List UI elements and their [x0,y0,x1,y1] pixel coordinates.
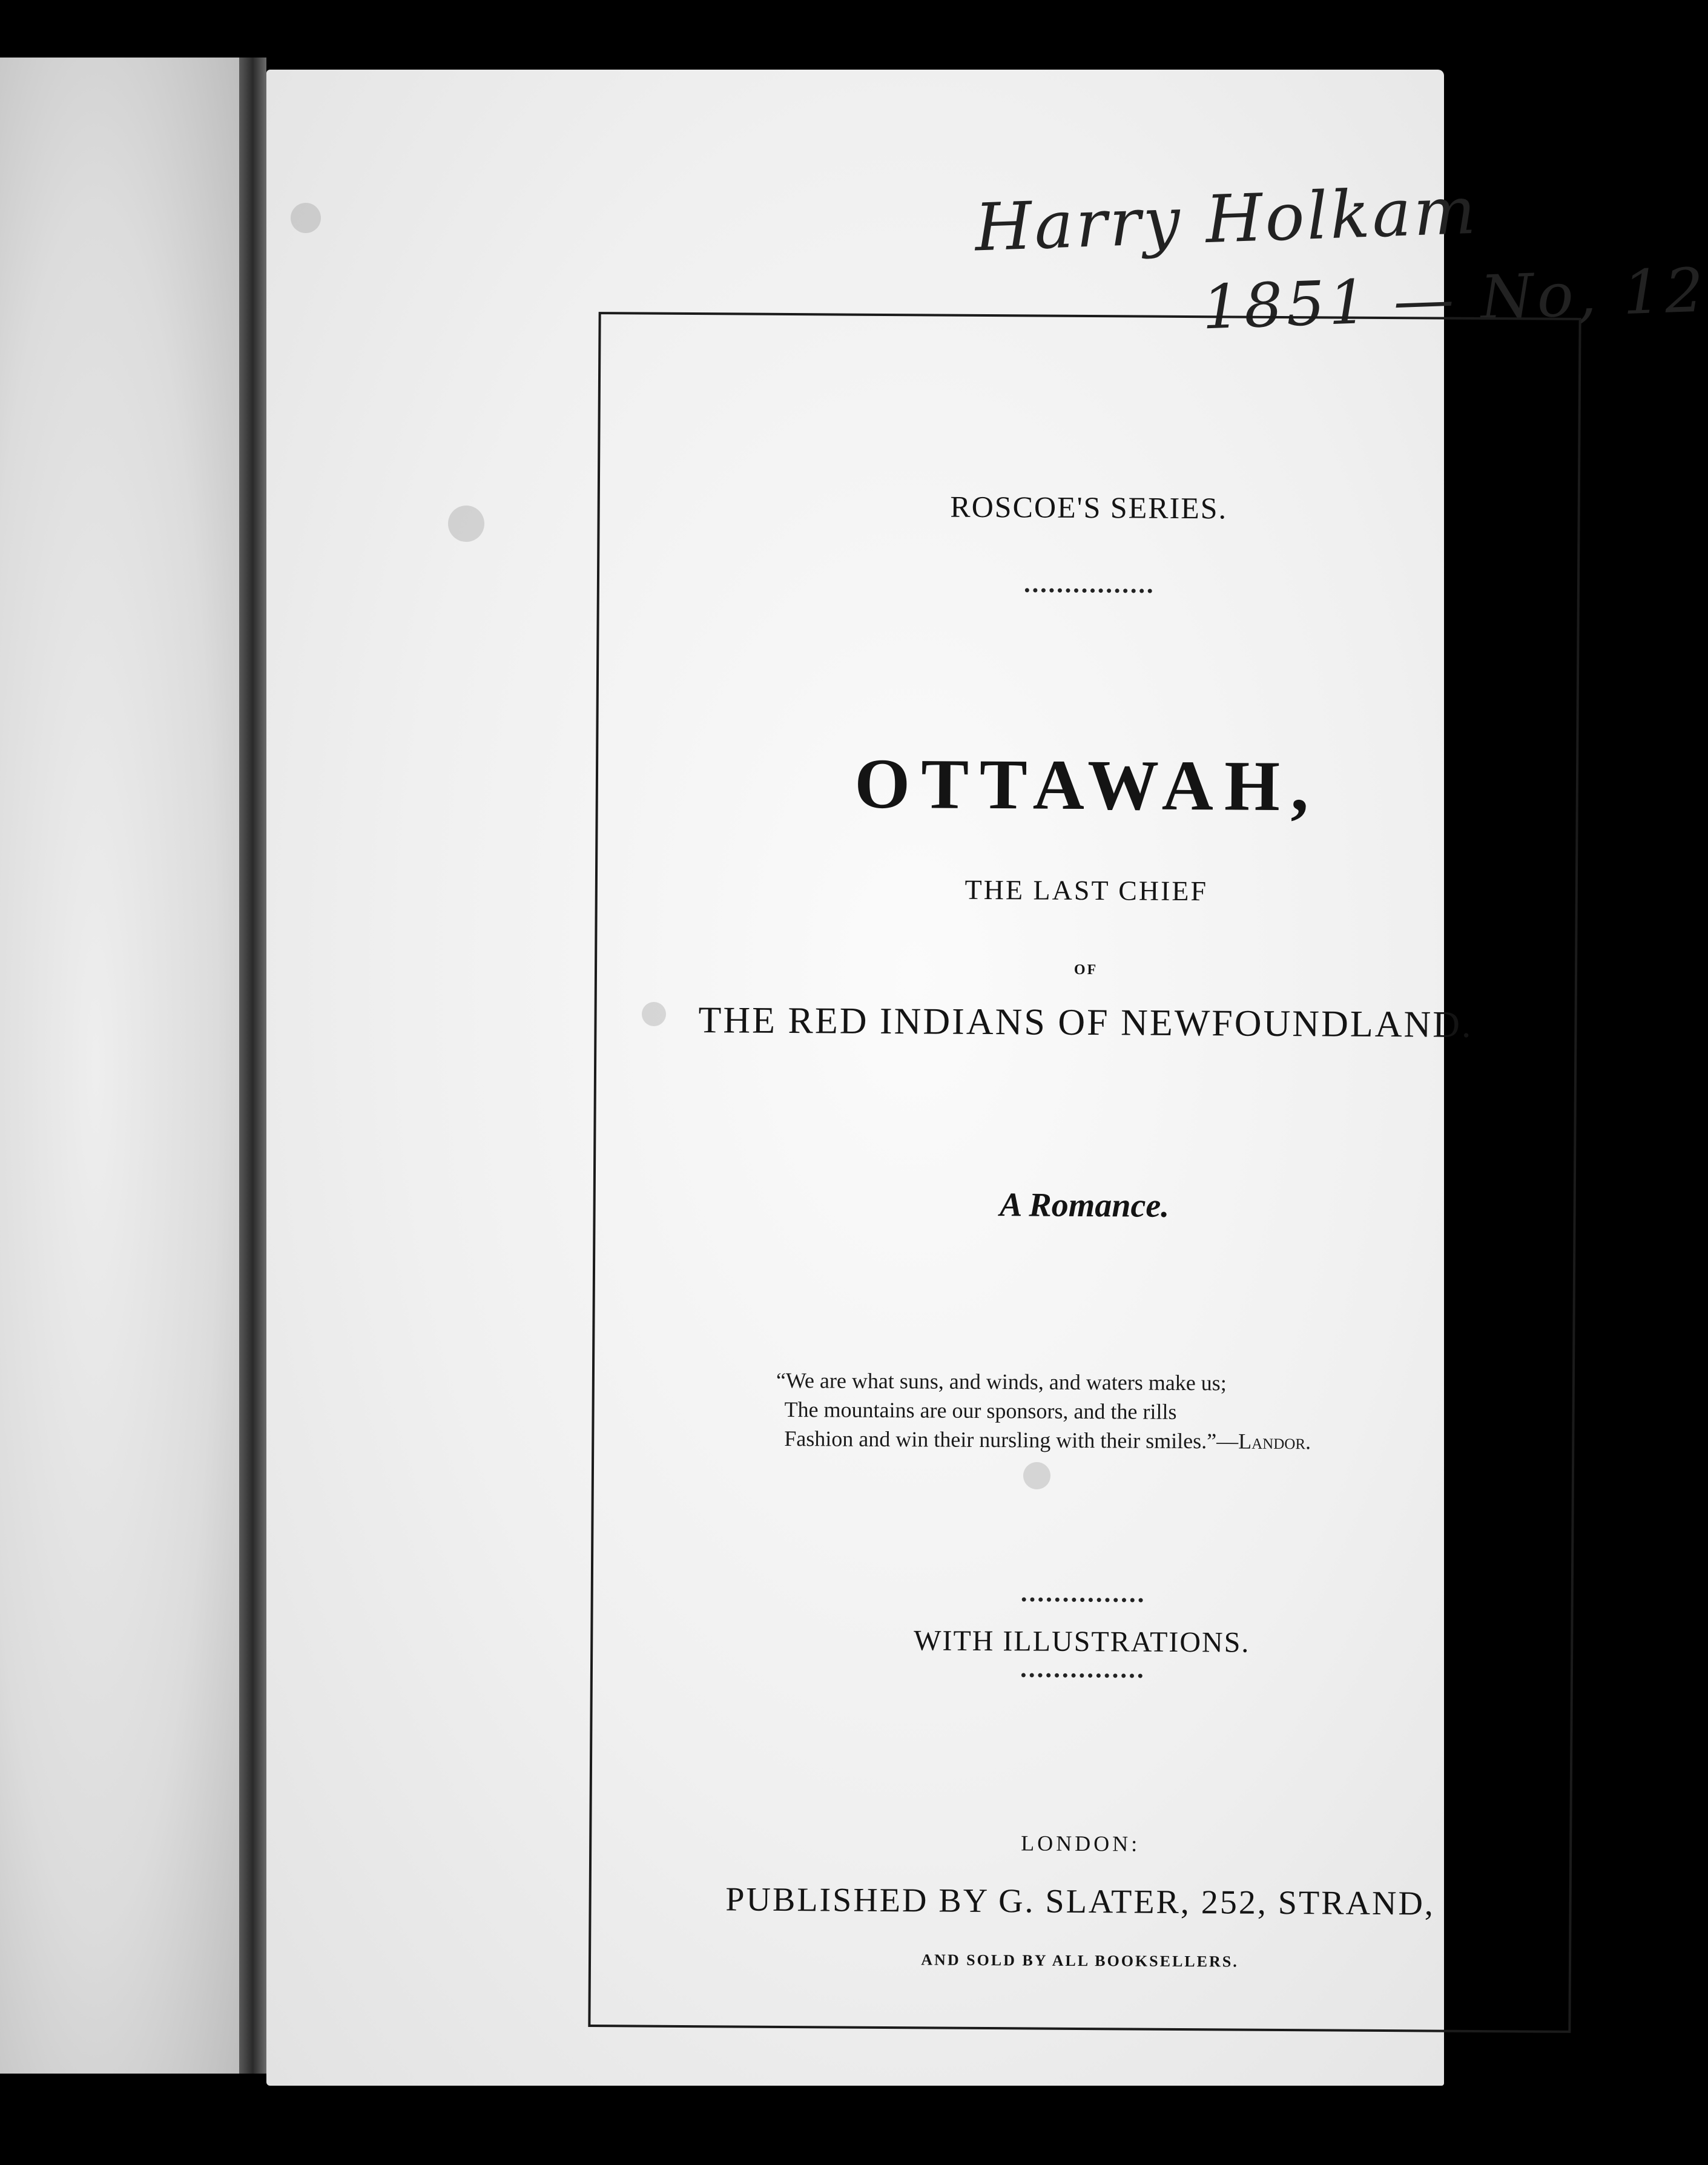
book-spine [239,58,266,2074]
genre-label: A Romance. [999,1186,1170,1225]
foxing-spot [291,203,321,233]
handwritten-signature: Harry Holkam [974,173,1480,266]
book-subtitle-2: THE RED INDIANS OF NEWFOUNDLAND. [698,1000,1473,1046]
epigraph-line-3 [776,1424,1311,1456]
handwritten-date-number: 1851 — No, 12 [1201,254,1708,343]
illustrations-note: WITH ILLUSTRATIONS. [913,1624,1250,1659]
epigraph-author: Landor. [1238,1429,1311,1454]
title-page [266,70,1708,2086]
book-title: OTTAWAH, [854,743,1320,826]
subtitle-connector: OF [1073,961,1098,978]
imprint-city: LONDON: [1021,1831,1141,1856]
ornamental-rule [1021,1597,1143,1602]
foxing-spot [448,506,484,542]
epigraph-line-2: The mountains are our sponsors, and the rills [784,1397,1177,1424]
facing-page [0,58,239,2074]
title-border-frame [588,312,1581,2033]
imprint-publisher: PUBLISHED BY G. SLATER, 252, STRAND, [725,1880,1436,1923]
ornamental-rule [1021,1673,1142,1678]
series-name: ROSCOE'S SERIES. [950,489,1228,526]
epigraph [776,1366,1311,1456]
ornamental-rule [1024,588,1152,593]
epigraph-line-1: “We are what suns, and winds, and waters make us; [776,1368,1227,1396]
epigraph-line-3-text: Fashion and win their nursling with their smiles.”— [784,1426,1239,1454]
book-subtitle: THE LAST CHIEF [964,874,1208,907]
imprint-sold-by: AND SOLD BY ALL BOOKSELLERS. [921,1951,1239,1971]
